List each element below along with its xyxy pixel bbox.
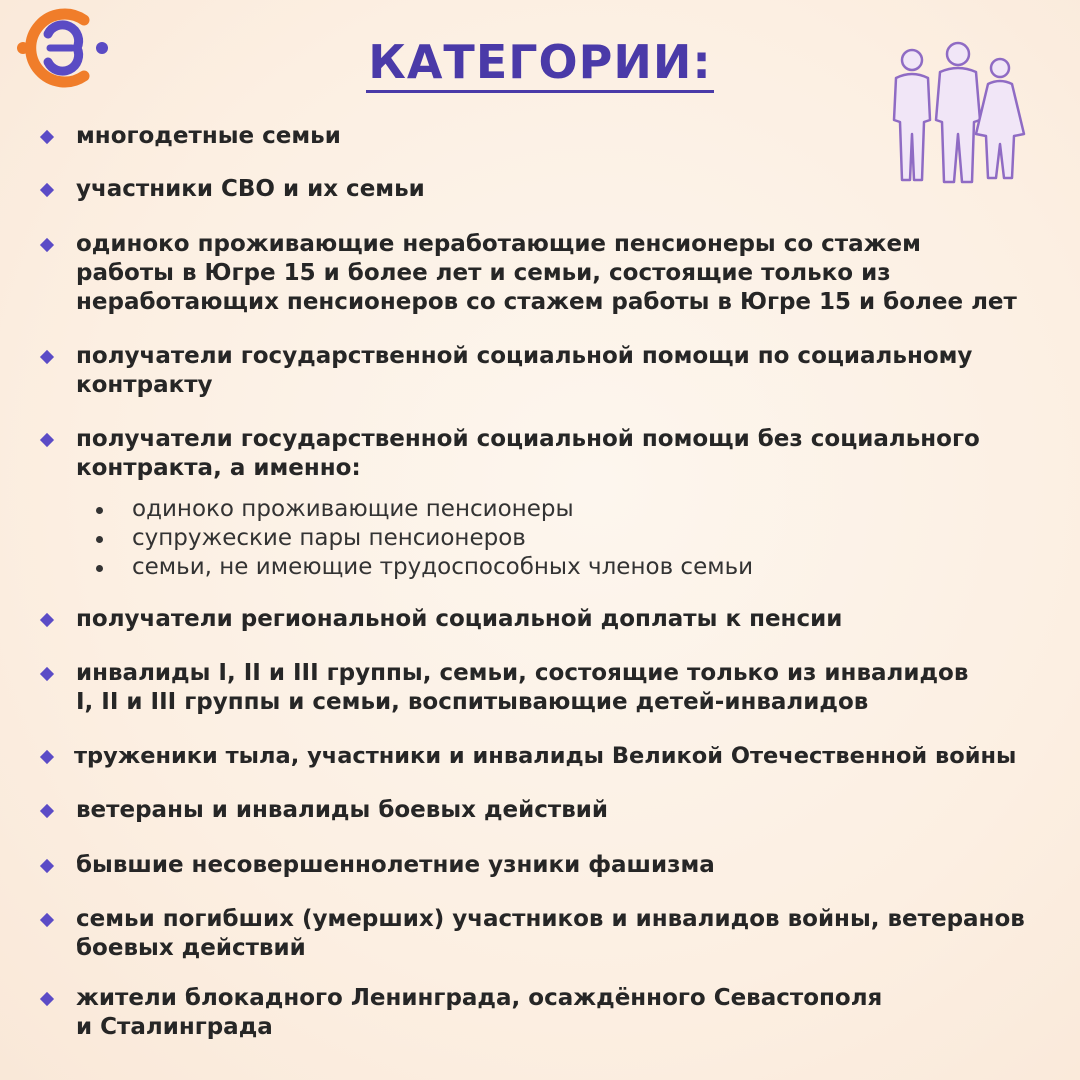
diamond-bullet-icon [40, 859, 54, 873]
page-title: КАТЕГОРИИ: [0, 34, 1080, 93]
diamond-bullet-icon [40, 130, 54, 144]
diamond-bullet-icon [40, 667, 54, 681]
diamond-bullet-icon [40, 804, 54, 818]
diamond-bullet-icon [40, 433, 54, 447]
dot-bullet-icon [96, 565, 103, 572]
diamond-bullet-icon [40, 350, 54, 364]
diamond-bullet-icon [40, 750, 54, 764]
diamond-bullet-icon [40, 613, 54, 627]
diamond-bullet-icon [40, 183, 54, 197]
categories-list: многодетные семьи участники СВО и их семьи одиноко проживающие неработающие пенсионеры со стажем работы в Югре 15 и более лет и семьи, состоящие только из неработающих пенсионеров со стажем работы в Югре 15 и более лет получатели государственной социальной помощи по социальному контракту получатели государственной социальной помощи без социального контракта, а именно: одиноко проживающие пенсионеры супружеские пары пенсионеров семьи, не имеющие трудоспособных членов семьи получатели региональной социальной доплаты к пенсии инвалиды I, II и III группы, семьи, состоящие только из инвалидов I, II и III группы и семьи, воспитывающие детей-инвалидов труженики тыла, участники и инвалиды Великой Отечественной войны ветераны и инвалиды боевых действий бывшие несовершеннолетние узники фашизма семьи погибших (умерших) участников и инвалидов войны, ветеранов боевых действий жители блокадного Ленинграда, осаждённого Севастополя и Сталинграда [0, 0, 1080, 1080]
diamond-bullet-icon [40, 238, 54, 252]
dot-bullet-icon [96, 536, 103, 543]
diamond-bullet-icon [40, 913, 54, 927]
diamond-bullet-icon [40, 992, 54, 1006]
dot-bullet-icon [96, 507, 103, 514]
